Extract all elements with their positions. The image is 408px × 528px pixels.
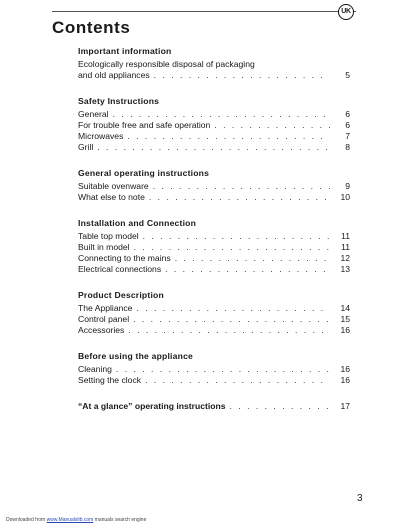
section-heading: General operating instructions xyxy=(78,168,210,178)
toc-entry-label: Setting the clock xyxy=(78,375,142,385)
section-heading: Important information xyxy=(78,46,172,56)
leader-dots xyxy=(149,192,330,203)
toc-entry-page: 16 xyxy=(340,325,350,335)
toc-entry-page: 11 xyxy=(341,242,350,252)
toc-entry-page: 17 xyxy=(340,401,350,411)
leader-dots xyxy=(97,142,330,153)
section-heading: Installation and Connection xyxy=(78,218,197,228)
section-heading: Safety Instructions xyxy=(78,96,160,106)
leader-dots xyxy=(127,131,330,142)
toc-entry-page: 5 xyxy=(345,70,350,80)
toc-entry-page: 7 xyxy=(345,131,350,141)
toc-entry-glance xyxy=(78,401,350,412)
toc-entry-page: 8 xyxy=(345,142,350,152)
toc-entry xyxy=(78,264,350,275)
leader-dots xyxy=(143,231,330,242)
page-number: 3 xyxy=(357,493,363,504)
section-heading: Product Description xyxy=(78,290,164,300)
toc-entry-label: What else to note xyxy=(78,192,145,202)
toc-entry-label: For trouble free and safe operation xyxy=(78,120,211,130)
toc-entry-page: 13 xyxy=(340,264,350,274)
toc-entry xyxy=(78,142,350,153)
toc-entry xyxy=(78,375,350,386)
toc-entry-label: Accessories xyxy=(78,325,125,335)
toc-entry-label: and old appliances xyxy=(78,70,150,80)
toc-entry-label: Grill xyxy=(78,142,94,152)
toc-entry xyxy=(78,131,350,142)
toc-entry-page: 11 xyxy=(341,231,350,241)
leader-dots xyxy=(153,181,330,192)
toc-entry xyxy=(78,325,350,336)
toc-entry-page: 9 xyxy=(345,181,350,191)
leader-dots xyxy=(128,325,330,336)
toc-entry-label: Cleaning xyxy=(78,364,112,374)
toc-entry-label: General xyxy=(78,109,109,119)
toc-entry-page: 15 xyxy=(340,314,350,324)
toc-entry xyxy=(78,242,350,253)
footer xyxy=(6,517,146,523)
leader-dots xyxy=(154,70,330,81)
toc-entry-label: The Appliance xyxy=(78,303,133,313)
leader-dots xyxy=(165,264,330,275)
leader-dots xyxy=(134,242,330,253)
uk-badge: UK xyxy=(338,4,354,20)
toc-entry-label: Ecologically responsible disposal of packaging xyxy=(78,59,255,69)
section-heading: Before using the appliance xyxy=(78,351,194,361)
leader-dots xyxy=(133,314,330,325)
toc-entry xyxy=(78,120,350,131)
toc-entry xyxy=(78,192,350,203)
toc-entry xyxy=(78,303,350,314)
leader-dots xyxy=(136,303,330,314)
leader-dots xyxy=(214,120,330,131)
toc-entry xyxy=(78,181,350,192)
toc-entry xyxy=(78,70,350,81)
toc-entry xyxy=(78,314,350,325)
toc-entry-label: “At a glance” operating instructions xyxy=(78,401,226,411)
leader-dots xyxy=(145,375,330,386)
footer-link[interactable]: www.Manualslib.com xyxy=(46,517,94,523)
toc-entry-label: Electrical connections xyxy=(78,264,162,274)
footer-suffix: manuals search engine xyxy=(94,517,147,523)
toc-entry-label: Suitable ovenware xyxy=(78,181,149,191)
toc-entry-label: Built in model xyxy=(78,242,130,252)
leader-dots xyxy=(175,253,330,264)
toc-entry xyxy=(78,253,350,264)
toc-entry-page: 6 xyxy=(345,109,350,119)
toc-entry-page: 10 xyxy=(340,192,350,202)
toc-entry-page: 12 xyxy=(340,253,350,263)
leader-dots xyxy=(116,364,330,375)
leader-dots xyxy=(230,401,330,412)
toc-entry-page: 14 xyxy=(340,303,350,313)
page-title: Contents xyxy=(52,18,131,37)
toc-entry-label: Table top model xyxy=(78,231,139,241)
footer-prefix: Downloaded from xyxy=(6,517,46,523)
leader-dots xyxy=(113,109,330,120)
toc-entry xyxy=(78,231,350,242)
header-rule xyxy=(52,11,356,12)
toc-entry-label: Microwaves xyxy=(78,131,124,141)
table-of-contents xyxy=(78,46,350,412)
toc-entry-page: 16 xyxy=(340,375,350,385)
toc-entry xyxy=(78,364,350,375)
toc-entry-page: 6 xyxy=(345,120,350,130)
toc-entry-label: Connecting to the mains xyxy=(78,253,171,263)
toc-entry-label: Control panel xyxy=(78,314,130,324)
toc-entry-page: 16 xyxy=(340,364,350,374)
toc-entry xyxy=(78,109,350,120)
